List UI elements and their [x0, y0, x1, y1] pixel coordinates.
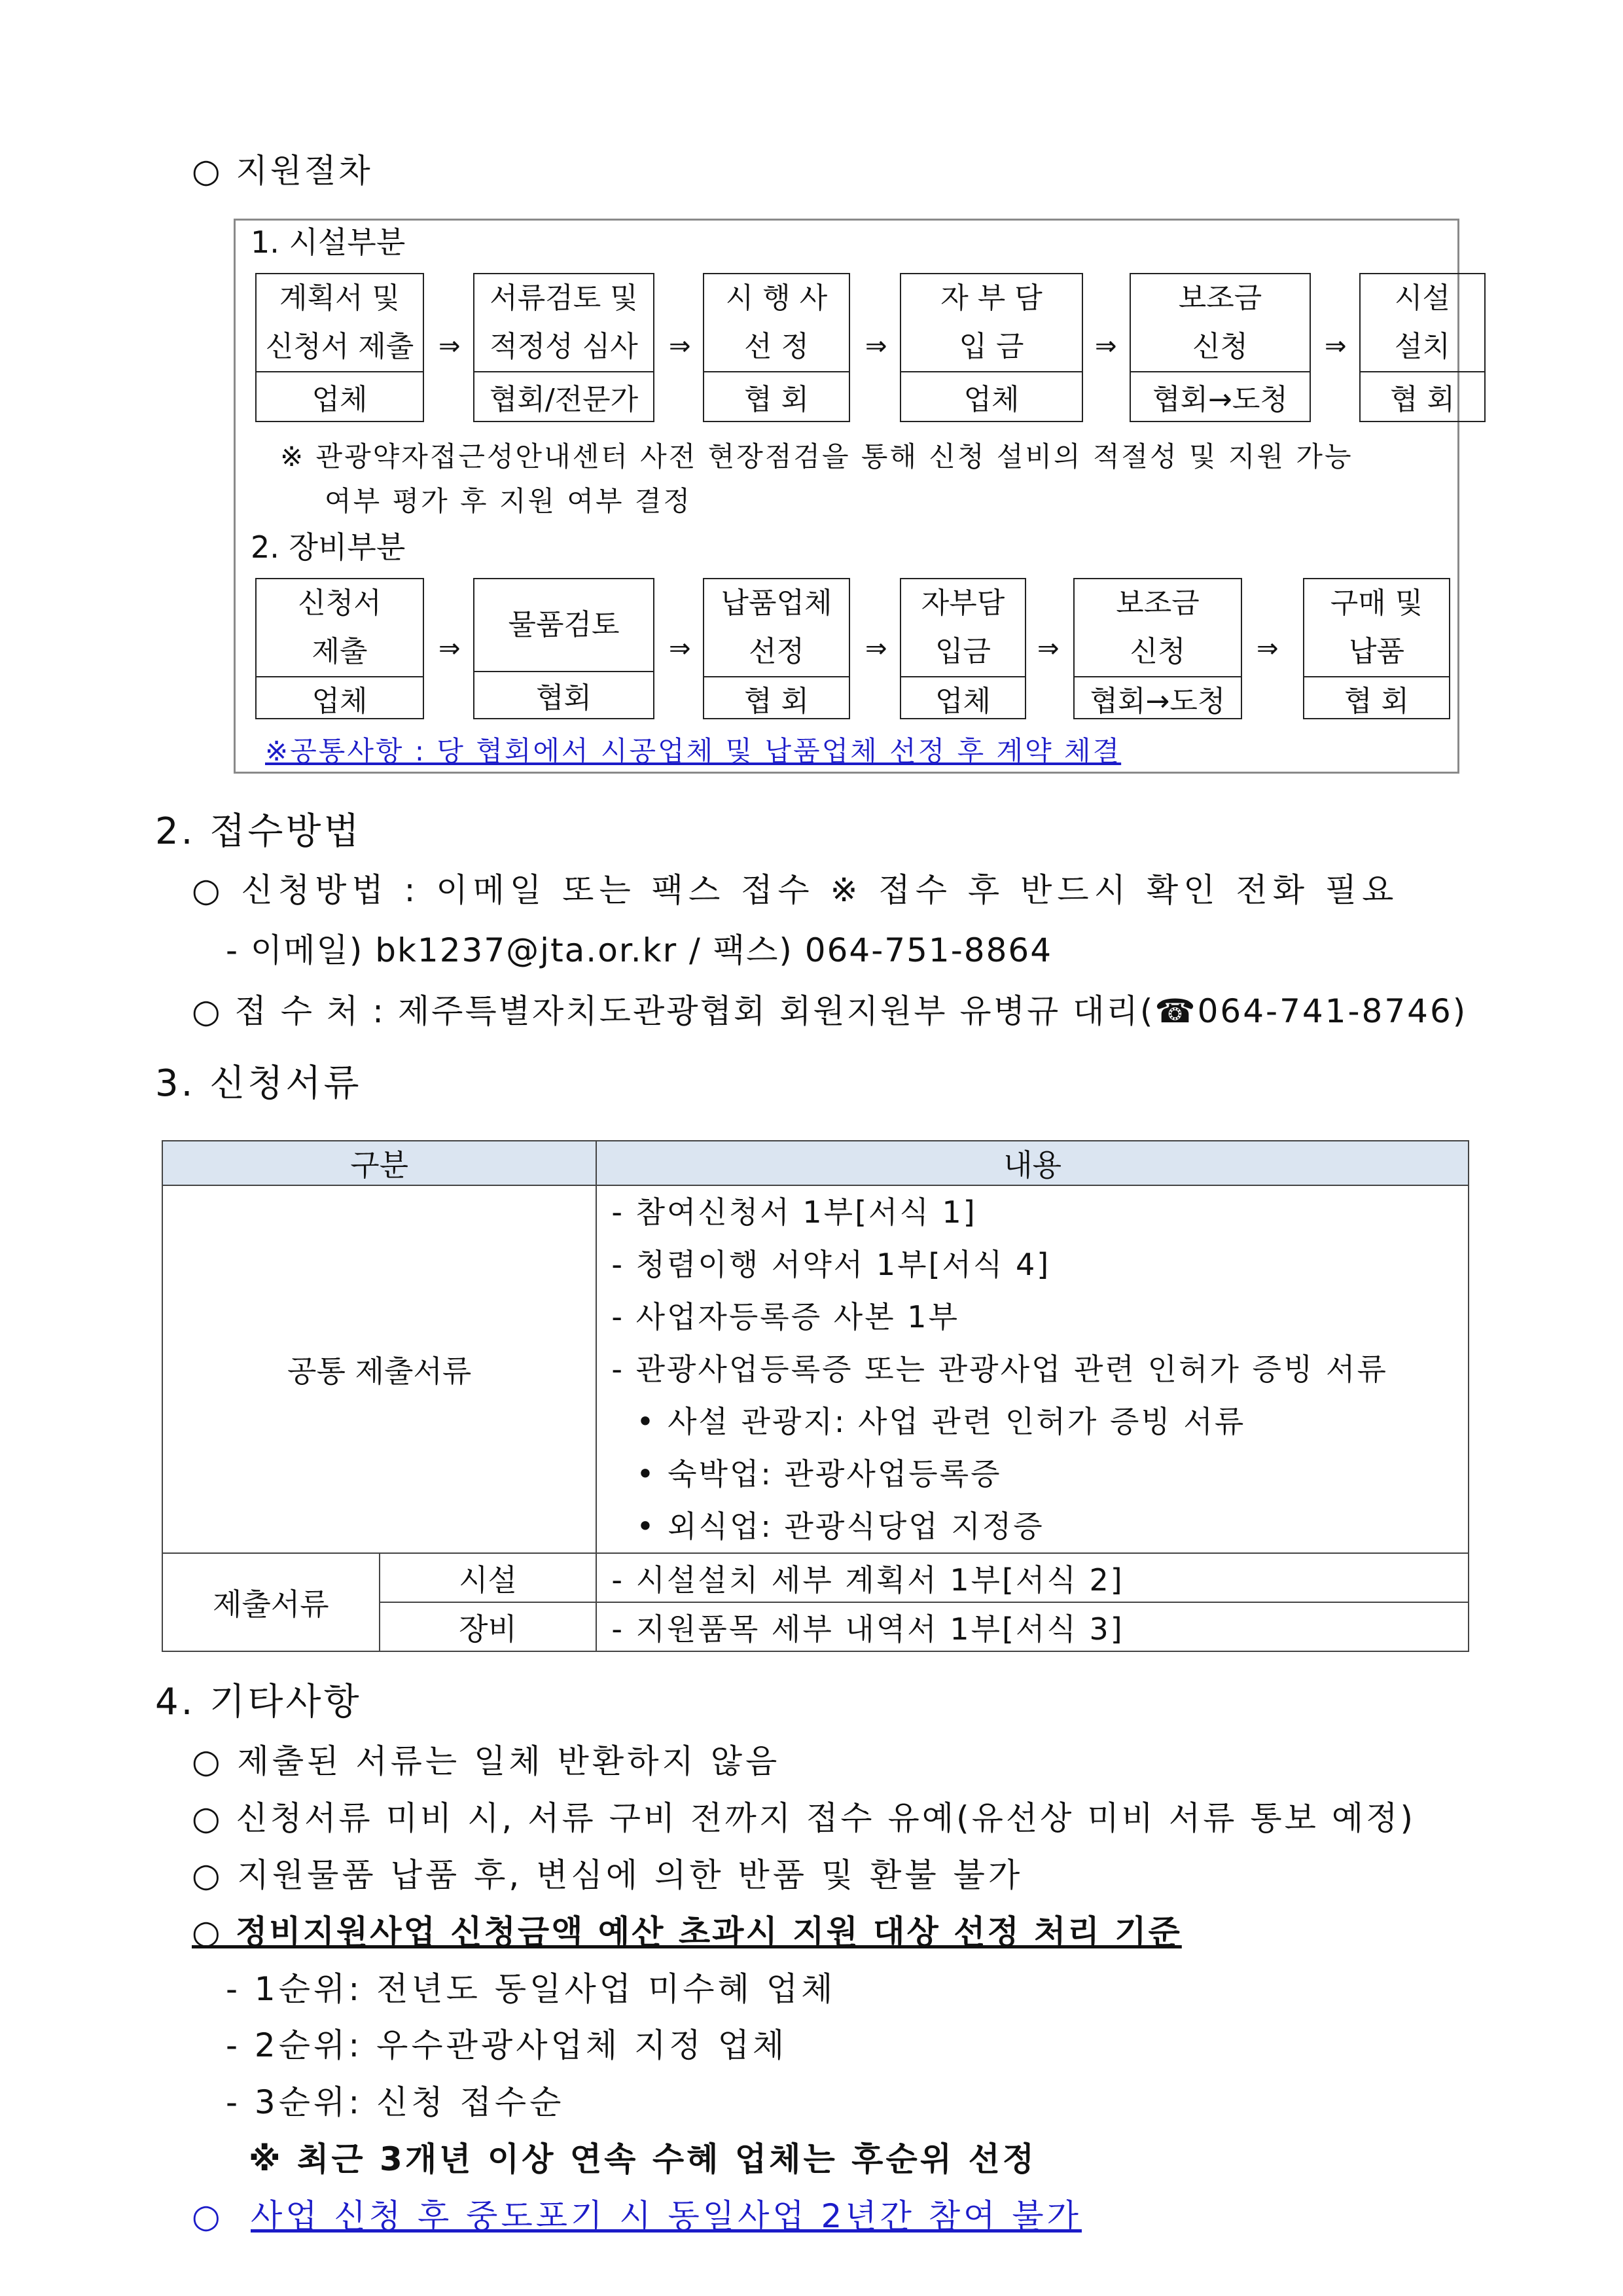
final-note: 사업 신청 후 중도포기 시 동일사업 2년간 참여 불가 [251, 2197, 1082, 2235]
list-item: • 사설 관광지: 사업 관련 인허가 증빙 서류 [636, 1404, 1246, 1439]
equipment-step-1 [255, 578, 424, 719]
step-actor: 협회/전문가 [489, 383, 639, 416]
list-item: - 사업자등록증 사본 1부 [611, 1299, 959, 1335]
step-text: 제출 [312, 635, 368, 668]
selection-criteria-title: ○ 정비지원사업 신청금액 예산 초과시 지원 대상 선정 처리 기준 [192, 1913, 1182, 1951]
step-actor: 협 회 [1390, 383, 1455, 416]
flow-arrow: ⇒ [1095, 331, 1117, 361]
flow-arrow: ⇒ [1037, 634, 1060, 664]
table-row [162, 1553, 1469, 1602]
equipment-step-5 [1073, 578, 1242, 719]
required-documents-table [162, 1140, 1469, 1652]
step-text: 납품업체 [721, 586, 832, 620]
facility-step-1 [255, 273, 424, 422]
facility-heading: 1. 시설부분 [251, 224, 406, 260]
list-item: - 참여신청서 1부[서식 1] [611, 1194, 977, 1230]
step-actor: 업체 [935, 685, 991, 718]
list-item: - 관광사업등록증 또는 관광사업 관련 인허가 증빙 서류 [611, 1352, 1388, 1387]
common-docs-label: 공통 제출서류 [162, 1185, 596, 1553]
equipment-step-6 [1303, 578, 1450, 719]
facility-step-6 [1359, 273, 1486, 422]
contact-info: - 이메일) bk1237@jta.or.kr / 팩스) 064-751-8864 [226, 931, 1052, 969]
procedure-flow-frame [234, 219, 1459, 774]
priority-1: - 1순위: 전년도 동일사업 미수혜 업체 [226, 1970, 836, 2008]
priority-3: - 3순위: 신청 접수순 [226, 2083, 565, 2121]
misc-item-2: ○ 신청서류 미비 시, 서류 구비 전까지 접수 유예(유선상 미비 서류 통보 예정) [192, 1799, 1416, 1837]
receiver-info: ○ 접 수 처 : 제주특별자치도관광협회 회원지원부 유병규 대리(☎064-741-8746) [192, 992, 1468, 1030]
flow-arrow: ⇒ [865, 331, 887, 361]
equipment-label: 장비 [380, 1602, 597, 1651]
facility-label: 시설 [380, 1553, 597, 1602]
step-actor: 업체 [312, 383, 368, 416]
step-text: 시 행 사 [725, 281, 828, 315]
step-actor: 업체 [963, 383, 1020, 416]
flow-arrow: ⇒ [865, 634, 887, 664]
step-text: 납품 [1348, 635, 1404, 668]
list-item: • 숙박업: 관광사업등록증 [636, 1456, 1002, 1492]
section2-heading: 2. 접수방법 [155, 810, 362, 853]
section3-heading: 3. 신청서류 [155, 1062, 362, 1105]
step-text: 서류검토 및 [490, 281, 638, 315]
facility-step-4 [900, 273, 1083, 422]
step-actor: 협 회 [744, 685, 809, 718]
header-content: 내용 [596, 1141, 1469, 1185]
step-text: 신청 [1192, 330, 1248, 363]
flow-arrow: ⇒ [438, 634, 461, 664]
step-text: 시설 [1394, 281, 1450, 315]
equipment-step-2 [473, 578, 654, 719]
facility-step-2 [473, 273, 654, 422]
step-text: 선 정 [744, 330, 809, 363]
step-actor: 협회→도청 [1152, 383, 1288, 416]
step-text: 물품검토 [508, 608, 620, 641]
facility-note-line1: ※ 관광약자접근성안내센터 사전 현장점검을 통해 신청 설비의 적절성 및 지원 가능 [280, 440, 1353, 473]
step-text: 신청서 제출 [265, 330, 414, 363]
list-item: • 외식업: 관광식당업 지정증 [636, 1509, 1044, 1544]
equipment-heading: 2. 장비부분 [251, 529, 406, 565]
step-actor: 협회→도청 [1090, 685, 1226, 718]
step-text: 보조금 [1178, 281, 1262, 315]
misc-item-1: ○ 제출된 서류는 일체 반환하지 않음 [192, 1742, 781, 1780]
facility-note-line2: 여부 평가 후 지원 여부 결정 [325, 485, 692, 517]
step-text: 자 부 담 [940, 281, 1043, 315]
submit-docs-label: 제출서류 [162, 1553, 380, 1651]
header-category: 구분 [162, 1141, 596, 1185]
step-text: 입 금 [959, 330, 1024, 363]
step-text: 설치 [1394, 330, 1450, 363]
step-text: 신청서 [298, 586, 382, 620]
equipment-step-4 [900, 578, 1026, 719]
step-actor: 협 회 [1344, 685, 1409, 718]
step-actor: 업체 [312, 685, 368, 718]
step-text: 보조금 [1116, 586, 1200, 620]
equipment-docs: - 지원품목 세부 내역서 1부[서식 3] [596, 1602, 1469, 1651]
table-header-row [162, 1141, 1469, 1185]
facility-step-5 [1130, 273, 1311, 422]
step-text: 신청 [1130, 635, 1186, 668]
step-text: 적정성 심사 [490, 330, 638, 363]
final-note-bullet: ○ [192, 2197, 221, 2235]
application-method: ○ 신청방법 : 이메일 또는 팩스 접수 ※ 접수 후 반드시 확인 전화 필요 [192, 871, 1399, 909]
misc-item-3: ○ 지원물품 납품 후, 변심에 의한 반품 및 환불 불가 [192, 1856, 1024, 1894]
step-text: 계획서 및 [279, 281, 400, 315]
recent-recipient-note: ※ 최근 3개년 이상 연속 수혜 업체는 후순위 선정 [249, 2140, 1037, 2178]
flow-arrow: ⇒ [669, 634, 691, 664]
step-text: 구매 및 [1330, 586, 1423, 620]
facility-step-3 [703, 273, 850, 422]
flow-arrow: ⇒ [438, 331, 461, 361]
common-docs-content [596, 1185, 1469, 1553]
common-note: ※공통사항 : 당 협회에서 시공업체 및 납품업체 선정 후 계약 체결 [265, 735, 1122, 767]
facility-docs: - 시설설치 세부 계획서 1부[서식 2] [596, 1553, 1469, 1602]
flow-arrow: ⇒ [669, 331, 691, 361]
step-text: 입금 [935, 635, 991, 668]
flow-arrow: ⇒ [1325, 331, 1347, 361]
equipment-step-3 [703, 578, 850, 719]
flow-arrow: ⇒ [1257, 634, 1279, 664]
list-item: - 청렴이행 서약서 1부[서식 4] [611, 1247, 1051, 1282]
step-actor: 협회 [535, 681, 592, 715]
section4-heading: 4. 기타사항 [155, 1681, 362, 1723]
step-text: 선정 [748, 635, 804, 668]
table-row [162, 1185, 1469, 1553]
step-actor: 협 회 [744, 383, 809, 416]
step-text: 자부담 [921, 586, 1005, 620]
support-procedure-title: ○ 지원절차 [192, 152, 373, 190]
priority-2: - 2순위: 우수관광사업체 지정 업체 [226, 2026, 788, 2064]
